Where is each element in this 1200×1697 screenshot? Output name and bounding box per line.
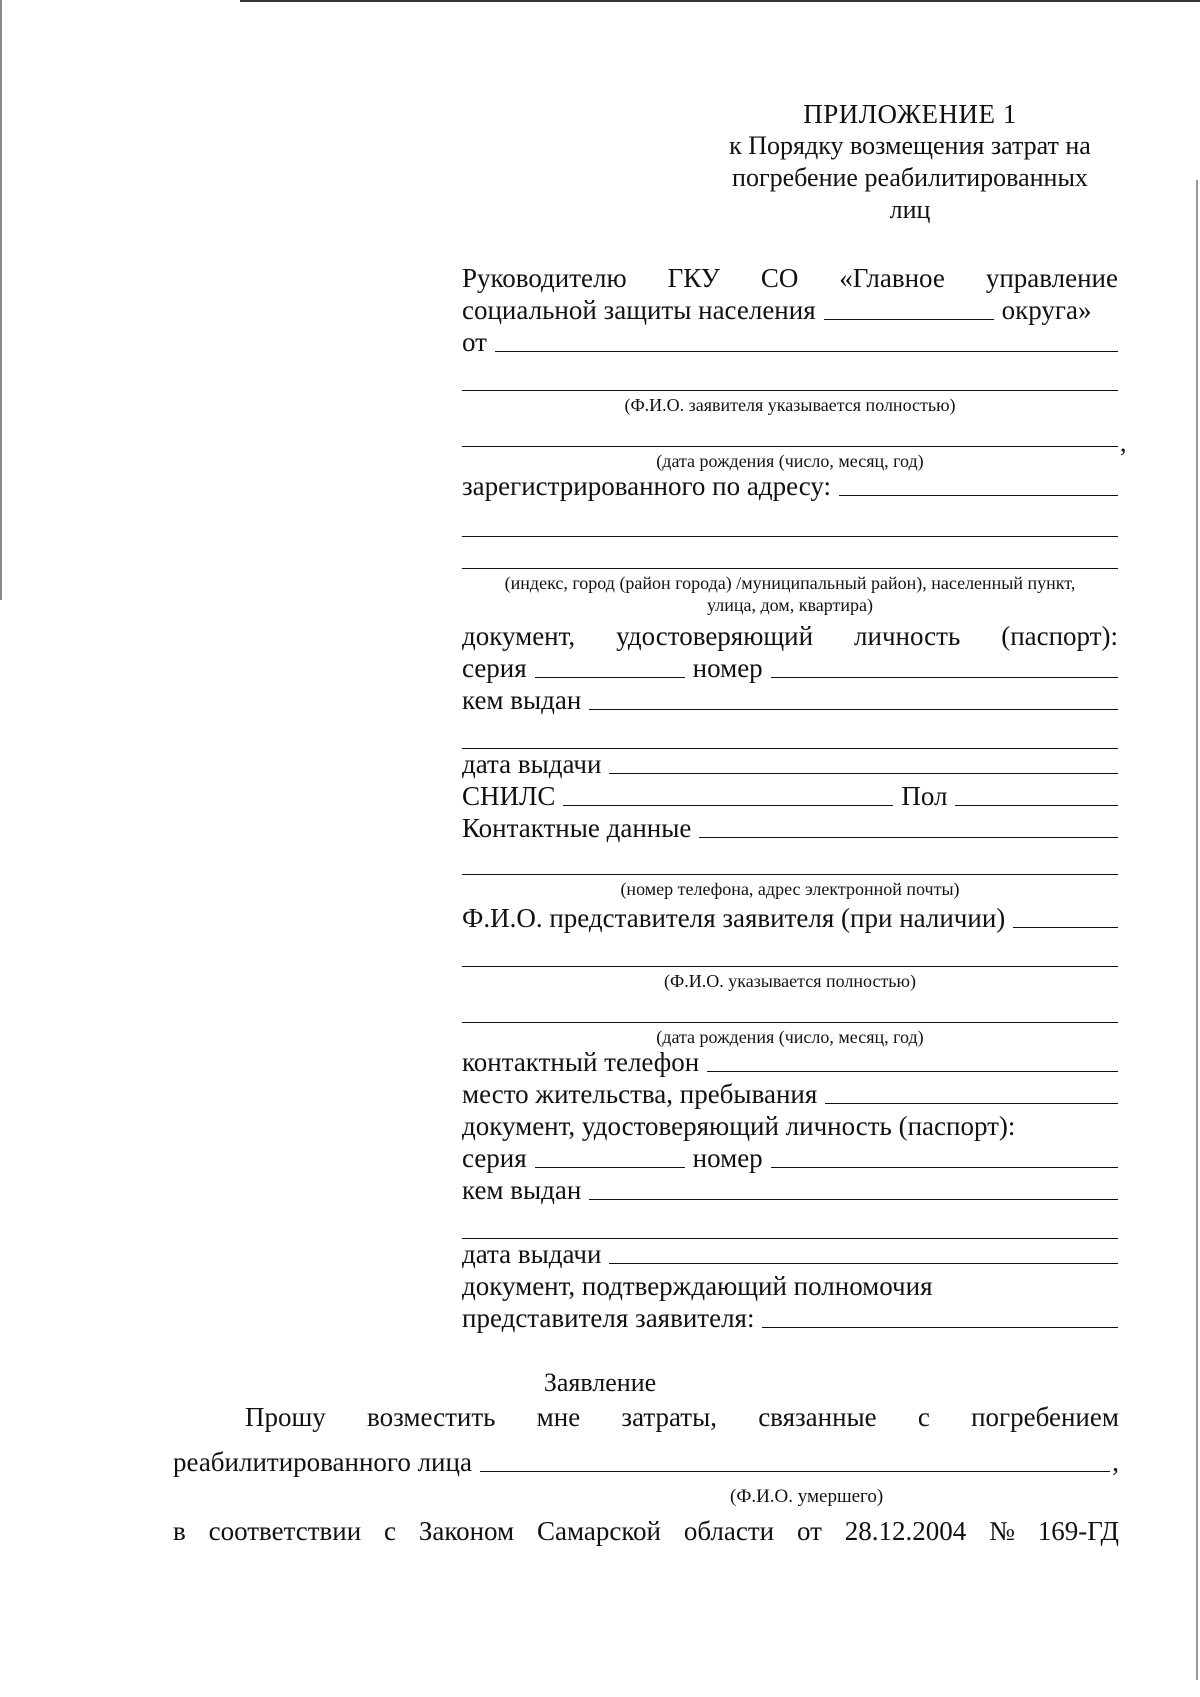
applicant-dob-field[interactable] (462, 446, 1118, 447)
series-label: серия (462, 1143, 527, 1173)
rep-dob-caption: (дата рождения (число, месяц, год) (656, 1027, 924, 1047)
appendix-title: ПРИЛОЖЕНИЕ 1 (803, 99, 1017, 129)
from-line (462, 324, 1118, 358)
appendix-header (690, 98, 1130, 226)
statement-word: 169-ГД (1037, 1516, 1119, 1546)
scan-border-left (0, 0, 2, 600)
doc-word: удостоверяющий (616, 621, 814, 651)
statement-line-3 (173, 1516, 1119, 1547)
statement-word: с (384, 1516, 396, 1546)
gender-field[interactable] (955, 779, 1118, 806)
contacts-field-2[interactable] (462, 874, 1118, 875)
address-field-2[interactable] (462, 536, 1118, 537)
addressee-word: ГКУ (667, 263, 720, 293)
rep-authority-line-1 (462, 1268, 1118, 1302)
rep-authority-label-2: представителя заявителя: (462, 1303, 755, 1333)
rep-authority-label-1: документ, подтверждающий полномочия (462, 1271, 933, 1301)
comma: , (1120, 428, 1127, 457)
rep-issue-date-line (462, 1236, 1118, 1270)
rep-series-line (462, 1140, 1118, 1174)
rep-number-field[interactable] (771, 1141, 1118, 1168)
issued-by-label: кем выдан (462, 685, 582, 715)
deceased-name-field[interactable] (480, 1445, 1110, 1472)
applicant-name-field[interactable] (495, 325, 1118, 352)
registered-address-field[interactable] (839, 469, 1118, 496)
addressee-line-2 (462, 292, 1118, 326)
statement-word: с (917, 1402, 930, 1432)
statement-title: Заявление (543, 1368, 657, 1397)
statement-word: возместить (367, 1402, 496, 1432)
address-field-3[interactable] (462, 568, 1118, 569)
snils-label: СНИЛС (462, 781, 556, 811)
statement-word: от (796, 1516, 822, 1546)
addressee-word: СО (760, 263, 799, 293)
from-label: от (462, 327, 487, 357)
contacts-label: Контактные данные (462, 813, 692, 843)
applicant-dob-caption: (дата рождения (число, месяц, год) (656, 451, 924, 471)
number-label: номер (692, 653, 763, 683)
scan-border-top (240, 0, 1200, 2)
rep-fio-field[interactable] (1013, 901, 1118, 928)
statement-line-2 (173, 1442, 1119, 1478)
statement-word: мне (536, 1402, 581, 1432)
doc-word: (паспорт): (1001, 621, 1118, 651)
rep-authority-line-2 (462, 1300, 1118, 1334)
addressee-word: «Главное (839, 263, 945, 293)
statement-word: Прошу (245, 1402, 326, 1432)
doc-word: личность (854, 621, 961, 651)
addressee-label: округа» (1001, 295, 1092, 325)
registered-label: зарегистрированного по адресу: (462, 471, 831, 501)
rep-doc-label: документ, удостоверяющий личность (паспорт): (462, 1111, 1016, 1141)
snils-field[interactable] (563, 779, 893, 806)
issued-by-label: кем выдан (462, 1175, 582, 1205)
statement-word: области (683, 1516, 775, 1546)
address-caption-1: (индекс, город (район города) /муниципальный район), населенный пункт, (504, 573, 1076, 593)
rep-issued-by-field[interactable] (589, 1173, 1118, 1200)
comma: , (1112, 1447, 1119, 1477)
rep-phone-field[interactable] (707, 1045, 1118, 1072)
rep-phone-line (462, 1044, 1118, 1078)
applicant-issue-date-line (462, 746, 1118, 780)
applicant-number-field[interactable] (771, 651, 1118, 678)
rep-series-field[interactable] (535, 1141, 685, 1168)
rep-phone-label: контактный телефон (462, 1047, 700, 1077)
rep-authority-field[interactable] (762, 1301, 1118, 1328)
statement-word: № (989, 1516, 1015, 1546)
applicant-name-field-2[interactable] (462, 390, 1118, 391)
statement-word: погребением (971, 1402, 1119, 1432)
rep-issue-date-field[interactable] (609, 1237, 1118, 1264)
contacts-field[interactable] (699, 811, 1118, 838)
statement-word: соответствии (208, 1516, 362, 1546)
applicant-doc-line (462, 618, 1118, 652)
contacts-line (462, 810, 1118, 844)
appendix-subtitle-2: погребение реабилитированных (732, 163, 1088, 192)
rep-fio-field-2[interactable] (462, 966, 1118, 967)
statement-label: реабилитированного лица (173, 1447, 472, 1477)
snils-line (462, 778, 1118, 812)
statement-word: связанные (758, 1402, 877, 1432)
rep-fio-caption: (Ф.И.О. указывается полностью) (664, 971, 916, 991)
number-label: номер (692, 1143, 763, 1173)
applicant-issued-line (462, 682, 1118, 716)
appendix-subtitle-1: к Порядку возмещения затрат на (729, 131, 1091, 160)
contacts-caption: (номер телефона, адрес электронной почты) (620, 879, 960, 899)
rep-fio-label: Ф.И.О. представителя заявителя (при наличии) (462, 903, 1006, 933)
issue-date-label: дата выдачи (462, 1239, 602, 1269)
registered-line (462, 468, 1118, 502)
applicant-series-field[interactable] (535, 651, 685, 678)
appendix-subtitle-3: лиц (889, 195, 931, 224)
issue-date-label: дата выдачи (462, 749, 602, 779)
addressee-line-1 (462, 260, 1118, 294)
gender-label: Пол (901, 781, 948, 811)
statement-line-1 (173, 1402, 1119, 1433)
rep-residence-line (462, 1076, 1118, 1110)
scan-border-right (1196, 180, 1198, 1680)
rep-doc-line (462, 1108, 1118, 1142)
series-label: серия (462, 653, 527, 683)
addressee-word: управление (985, 263, 1118, 293)
statement-word: Законом (418, 1516, 515, 1546)
rep-dob-field[interactable] (462, 1022, 1118, 1023)
rep-residence-field[interactable] (825, 1077, 1118, 1104)
statement-word: Самарской (536, 1516, 662, 1546)
statement-word: 28.12.2004 (844, 1516, 967, 1546)
applicant-series-line (462, 650, 1118, 684)
address-caption-2: улица, дом, квартира) (707, 595, 873, 615)
district-field[interactable] (824, 293, 994, 320)
rep-residence-label: место жительства, пребывания (462, 1079, 818, 1109)
addressee-word: Руководителю (462, 263, 627, 293)
statement-word: в (173, 1516, 186, 1546)
statement-word: затраты, (621, 1402, 717, 1432)
applicant-fio-caption: (Ф.И.О. заявителя указывается полностью) (624, 395, 956, 415)
rep-issued-line (462, 1172, 1118, 1206)
applicant-issue-date-field[interactable] (609, 747, 1118, 774)
addressee-label: социальной защиты населения (462, 295, 816, 325)
deceased-caption: (Ф.И.О. умершего) (730, 1486, 884, 1507)
applicant-issued-by-field[interactable] (589, 683, 1118, 710)
rep-fio-line (462, 900, 1118, 934)
doc-word: документ, (462, 621, 576, 651)
